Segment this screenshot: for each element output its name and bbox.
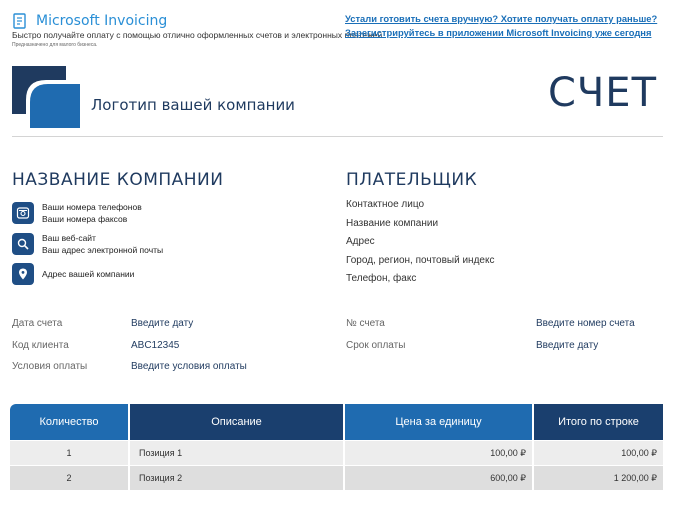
- payer-details: [346, 196, 494, 289]
- payer-company: Название компании: [346, 217, 439, 229]
- promo-line-2[interactable]: Зарегистрируйтесь в приложении Microsoft Invoicing уже сегодня: [345, 27, 652, 38]
- header-divider: [12, 136, 663, 137]
- payer-phone: Телефон, факс: [346, 273, 417, 284]
- company-address: Адрес вашей компании: [42, 269, 135, 279]
- invoice-number-label: № счета: [346, 318, 385, 329]
- invoice-number-value[interactable]: Введите номер счета: [536, 318, 635, 329]
- table-row: [10, 441, 663, 465]
- invoice-date-value[interactable]: Введите дату: [131, 318, 194, 329]
- phone-contact: [12, 201, 142, 225]
- header-quantity: Количество: [10, 404, 128, 440]
- logo-text: Логотип вашей компании: [91, 96, 295, 114]
- header-line-total: Итого по строке: [534, 404, 663, 440]
- address-contact: [12, 263, 134, 285]
- invoice-title: СЧЕТ: [547, 70, 657, 116]
- cell-line-total: 1 200,00 ₽: [534, 466, 663, 490]
- payment-terms-label: Условия оплаты: [12, 361, 88, 372]
- line-items-table: [10, 404, 663, 490]
- fax-numbers: Ваши номера факсов: [42, 214, 128, 224]
- table-row: [10, 466, 663, 490]
- payer-city: Город, регион, почтовый индекс: [346, 254, 495, 266]
- location-pin-icon: [12, 263, 34, 285]
- payment-terms-value[interactable]: Введите условия оплаты: [131, 361, 247, 372]
- cell-description[interactable]: Позиция 2: [130, 466, 343, 490]
- cell-line-total: 100,00 ₽: [534, 441, 663, 465]
- banner-small-note: Предназначено для малого бизнеса.: [12, 42, 98, 48]
- header-description: Описание: [130, 404, 343, 440]
- payer-contact: Контактное лицо: [346, 199, 425, 210]
- cell-quantity[interactable]: 2: [10, 466, 128, 490]
- payer-heading: ПЛАТЕЛЬЩИК: [346, 170, 478, 190]
- due-date-label: Срок оплаты: [346, 340, 406, 351]
- invoice-date-label: Дата счета: [12, 318, 63, 329]
- banner-subtitle: Быстро получайте оплату с помощью отлично оформленных счетов и электронных платежей.: [12, 30, 385, 40]
- promo-banner: [0, 0, 675, 56]
- client-id-label: Код клиента: [12, 340, 69, 351]
- cell-unit-price[interactable]: 600,00 ₽: [345, 466, 532, 490]
- client-id-value[interactable]: ABC12345: [131, 340, 180, 351]
- table-header: [10, 404, 663, 440]
- promo-link[interactable]: [345, 12, 657, 40]
- phone-numbers: Ваши номера телефонов: [42, 202, 142, 212]
- promo-line-1[interactable]: Устали готовить счета вручную? Хотите получать оплату раньше?: [345, 13, 658, 24]
- header-unit-price: Цена за единицу: [345, 404, 532, 440]
- company-heading: НАЗВАНИЕ КОМПАНИИ: [12, 170, 224, 190]
- brand-name: Microsoft Invoicing: [36, 13, 168, 29]
- invoice-icon: [12, 13, 28, 29]
- website: Ваш веб-сайт: [42, 233, 96, 243]
- email: Ваш адрес электронной почты: [42, 245, 164, 255]
- web-contact: [12, 232, 163, 256]
- cell-unit-price[interactable]: 100,00 ₽: [345, 441, 532, 465]
- cell-description[interactable]: Позиция 1: [130, 441, 343, 465]
- due-date-value[interactable]: Введите дату: [536, 340, 599, 351]
- company-logo-placeholder: [12, 66, 80, 128]
- microsoft-invoicing-logo: [12, 13, 167, 29]
- cell-quantity[interactable]: 1: [10, 441, 128, 465]
- search-icon: [12, 233, 34, 255]
- payer-address: Адрес: [346, 236, 375, 247]
- phone-icon: [12, 202, 34, 224]
